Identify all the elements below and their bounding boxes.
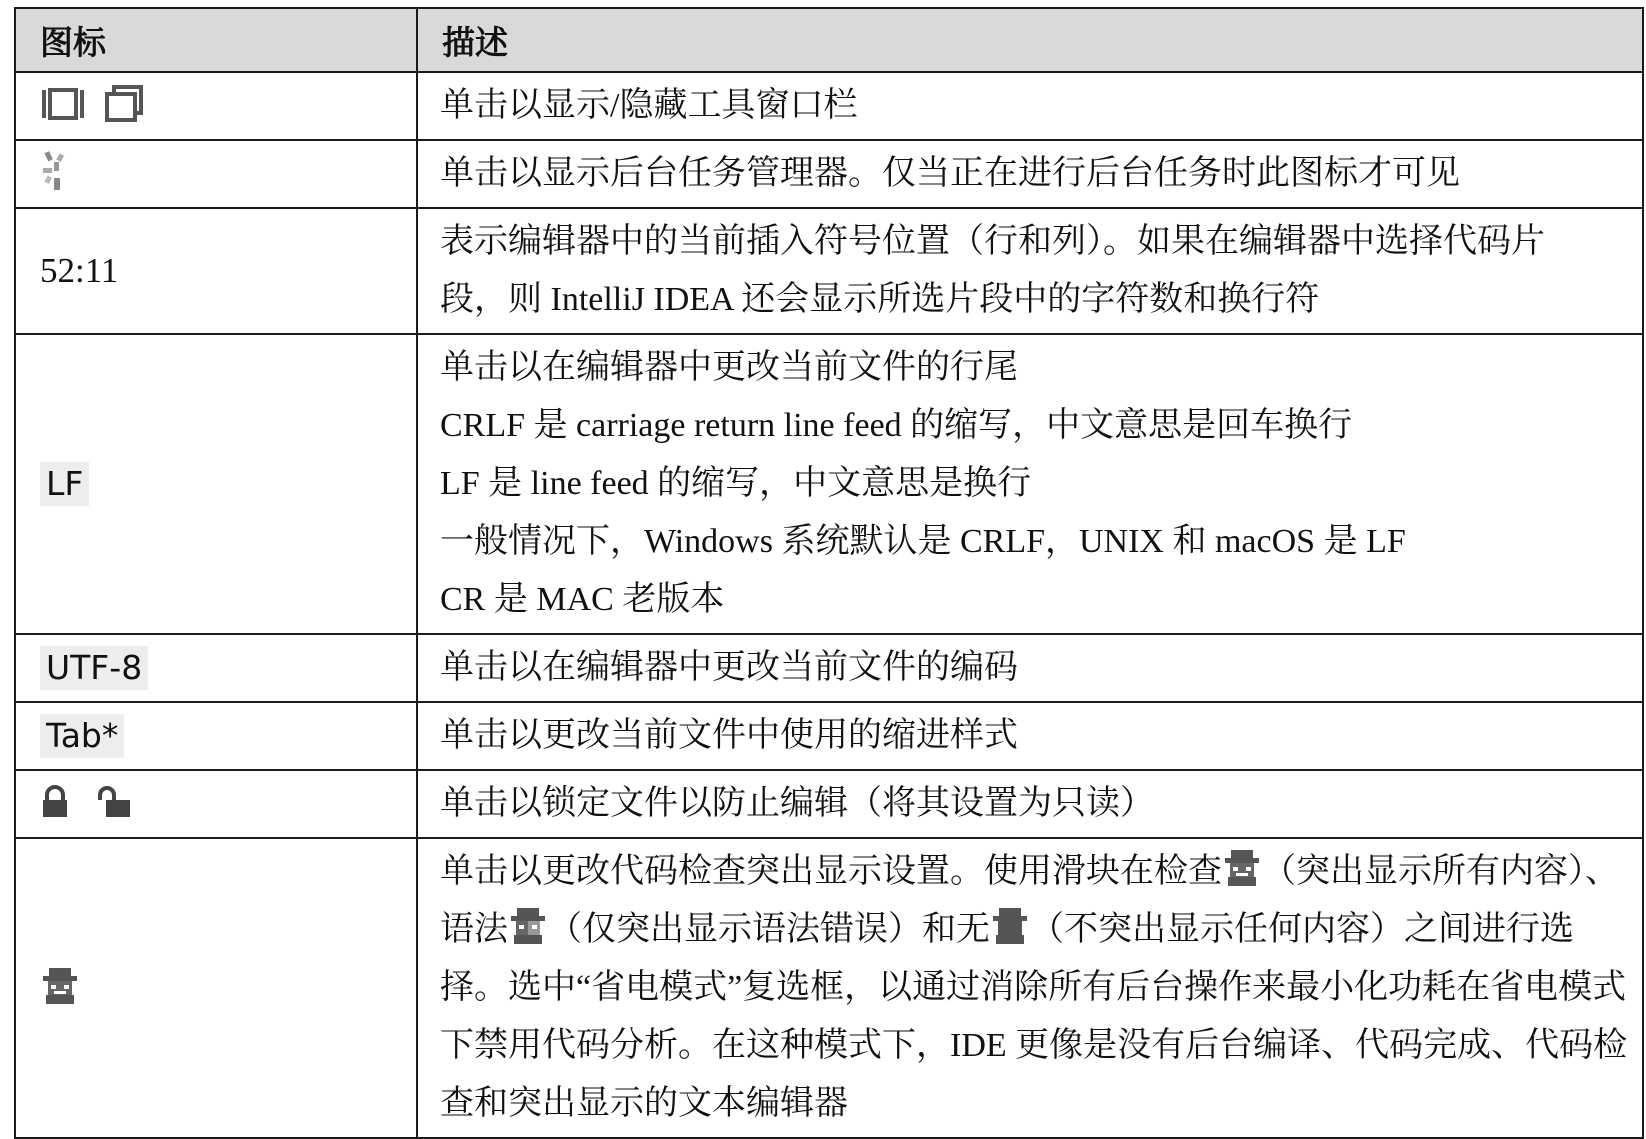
description-cell: 单击以显示后台任务管理器。仅当正在进行后台任务时此图标才可见	[417, 140, 1643, 208]
description-cell	[417, 208, 1643, 334]
icon-cell	[15, 208, 417, 334]
description-line: 单击以在编辑器中更改当前文件的行尾	[440, 349, 1018, 386]
description-cell: 单击以更改当前文件中使用的缩进样式	[417, 702, 1643, 770]
unlock-icon[interactable]	[96, 785, 132, 824]
table-row	[15, 72, 1643, 140]
icon-cell	[15, 140, 417, 208]
description-text: （不突出显示任何内容）之间进行选择。选中“省电模式”复选框，以通过消除所有后台操作来最小化功耗在省电模式下禁用代码分析。在这种模式下，IDE 更像是没有后台编译、代码完成、代码检查和突出显示的文本编辑器	[440, 911, 1628, 1122]
inspector-icon[interactable]	[40, 966, 80, 1011]
indent-style-indicator[interactable]: Tab*	[40, 714, 124, 758]
description-cell: 单击以在编辑器中更改当前文件的编码	[417, 634, 1643, 702]
inspector-syntax-icon	[508, 906, 548, 946]
table-header-row	[15, 8, 1643, 72]
description-cell: 单击以锁定文件以防止编辑（将其设置为只读）	[417, 770, 1643, 838]
icon-cell	[15, 72, 417, 140]
table-row	[15, 334, 1643, 634]
status-bar-icons-table	[14, 7, 1644, 1139]
description-line: 一般情况下，Windows 系统默认是 CRLF，UNIX 和 macOS 是 LF	[440, 523, 1406, 560]
tool-window-hide-icon	[104, 84, 144, 129]
description-text: 单击以更改代码检查突出显示设置。使用滑块在检查	[440, 853, 1222, 890]
table-row	[15, 140, 1643, 208]
header-description: 描述	[417, 8, 1643, 72]
table-row	[15, 208, 1643, 334]
line-separator-indicator[interactable]: LF	[40, 462, 89, 506]
description-cell: 单击以显示/隐藏工具窗口栏	[417, 72, 1643, 140]
description-line: LF 是 line feed 的缩写，中文意思是换行	[440, 465, 1032, 502]
description-line: 表示编辑器中的当前插入符号位置（行和列）。如果在编辑器中选择代码片	[440, 223, 1545, 260]
lock-icon[interactable]	[40, 785, 70, 824]
icon-cell	[15, 770, 417, 838]
description-cell	[417, 334, 1643, 634]
table-row	[15, 634, 1643, 702]
inspector-none-icon	[990, 906, 1030, 946]
header-icon: 图标	[15, 8, 417, 72]
table-row	[15, 838, 1643, 1138]
description-text: （仅突出显示语法错误）和无	[548, 911, 990, 948]
icon-cell	[15, 702, 417, 770]
background-tasks-icon	[40, 150, 74, 199]
inspector-all-icon	[1222, 848, 1262, 888]
icon-cell	[15, 334, 417, 634]
caret-position-indicator[interactable]: 52:11	[40, 251, 119, 290]
table-row	[15, 702, 1643, 770]
icon-cell	[15, 838, 417, 1138]
description-text: （突出显示所有内容）、语法	[440, 853, 1619, 948]
description-line: CR 是 MAC 老版本	[440, 581, 725, 618]
icon-cell	[15, 634, 417, 702]
description-line: CRLF 是 carriage return line feed 的缩写，中文意思是回车换行	[440, 407, 1353, 444]
file-encoding-indicator[interactable]: UTF-8	[40, 646, 148, 690]
description-cell	[417, 838, 1643, 1138]
tool-window-show-icon	[40, 84, 86, 129]
description-line: 段，则 IntelliJ IDEA 还会显示所选片段中的字符数和换行符	[440, 281, 1320, 318]
table-row	[15, 770, 1643, 838]
